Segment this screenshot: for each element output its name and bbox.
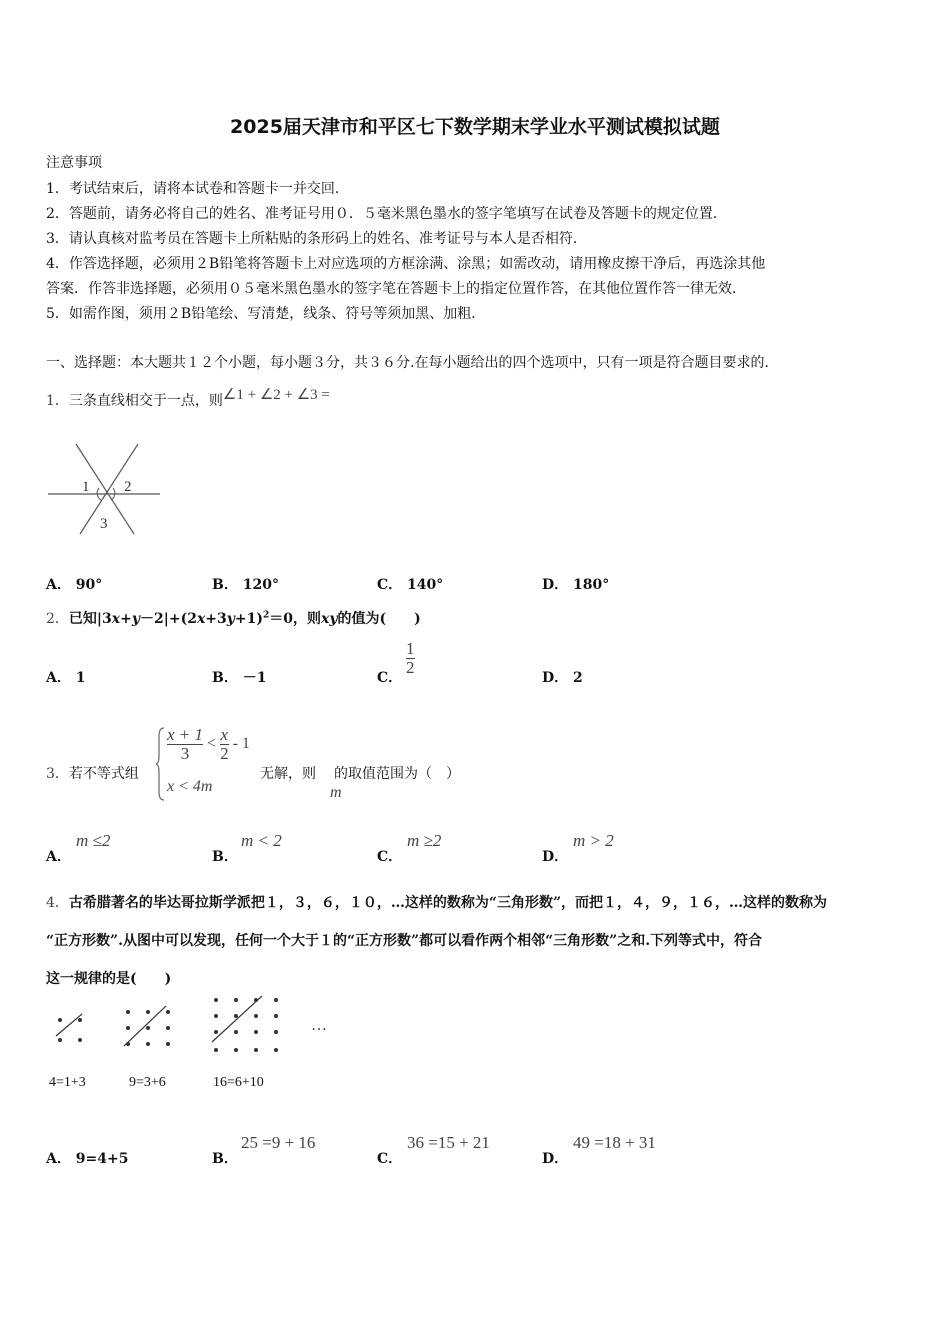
option-d-value: m > 2 — [573, 831, 614, 850]
option-c-value: 36 =15 + 21 — [407, 1133, 490, 1152]
option-d[interactable]: D． — [542, 849, 569, 865]
notice-item: 1．考试结束后，请将本试卷和答题卡一并交回． — [46, 181, 349, 197]
notice-item: 2．答题前，请务必将自己的姓名、准考证号用０．５毫米黑色墨水的签字笔填写在试卷及答题卡的规定位置． — [46, 206, 727, 222]
three-lines-figure — [46, 438, 166, 538]
question-text: 三条直线相交于一点，则 — [68, 393, 223, 409]
notice-heading: 注意事项 — [46, 155, 102, 171]
notice-item: 答案．作答非选择题，必须用０５毫米黑色墨水的签字笔在答题卡上的指定位置作答，在其他位置作答一律无效． — [46, 281, 746, 297]
angle-label-1: 1 — [82, 479, 90, 495]
option-c-value: m ≥2 — [407, 831, 442, 850]
notice-item: 3．请认真核对监考员在答题卡上所粘贴的条形码上的姓名、准考证号与本人是否相符． — [46, 231, 587, 247]
variable-m: m — [330, 784, 342, 801]
angle-expression: ∠1 + ∠2 + ∠3 = — [222, 387, 330, 403]
option-b[interactable]: B． 120° — [212, 577, 279, 593]
option-a[interactable]: A． 9=4+5 — [46, 1151, 129, 1167]
question-4-line-3: 这一规律的是( ) — [46, 971, 172, 987]
option-c[interactable]: C． 140° — [377, 577, 444, 593]
dots-4 — [58, 1018, 82, 1042]
question-2: 2．已知$|3x+y-2|+(2x+3y+1)^2=0$，则xy的值为( ) — [46, 610, 421, 627]
ellipsis: … — [311, 1017, 327, 1034]
dots-16 — [214, 998, 278, 1052]
question-number: 4． — [46, 895, 69, 911]
figure-label-9: 9=3+6 — [129, 1075, 166, 1090]
option-a[interactable]: A． — [46, 849, 71, 865]
option-b[interactable]: B． －1 — [212, 670, 267, 686]
option-c[interactable]: C． — [377, 849, 403, 865]
page-title: 2025届天津市和平区七下数学期末学业水平测试模拟试题 — [230, 116, 720, 138]
option-c[interactable]: C． — [377, 1151, 403, 1167]
notice-item: 4．作答选择题，必须用２B铅笔将答题卡上对应选项的方框涂满、涂黑；如需改动，请用橡皮擦干净后，再选涂其他 — [46, 256, 766, 272]
question-1 — [46, 387, 330, 410]
question-4-line-2: “正方形数”.从图中可以发现，任何一个大于１的“正方形数”都可以看作两个相邻“三角形数”之和.下列等式中，符合 — [46, 933, 763, 949]
question-3-suffix: 无解，则 的取值范围为（ ） — [260, 766, 460, 782]
option-a[interactable]: A． 1 — [46, 670, 86, 686]
figure-label-16: 16=6+10 — [213, 1075, 264, 1090]
question-4-line-1: 4．古希腊著名的毕达哥拉斯学派把１，３，６，１０，…这样的数称为“三角形数”，而把１，４，９，１６，…这样的数称为 — [46, 895, 828, 911]
option-a[interactable]: A． 90° — [46, 577, 103, 593]
question-number: 3． — [46, 766, 69, 782]
option-b-value: m < 2 — [241, 831, 282, 850]
question-number: 2． — [46, 611, 69, 627]
figure-label-4: 4=1+3 — [49, 1075, 86, 1090]
question-number: 1． — [46, 393, 69, 409]
question-3-prefix: 3．若不等式组 — [46, 766, 139, 782]
option-c-fraction: $\frac{1}{2}$ — [406, 639, 415, 677]
option-a-value: m ≤2 — [76, 831, 111, 850]
system-brace — [156, 726, 166, 802]
option-c[interactable]: C． — [377, 670, 403, 686]
option-d[interactable]: D． 2 — [542, 670, 583, 686]
option-b-value: 25 =9 + 16 — [241, 1133, 316, 1152]
option-d-value: 49 =18 + 31 — [573, 1133, 656, 1152]
dots-9 — [126, 1010, 170, 1046]
notice-item: 5．如需作图，须用２B铅笔绘、写清楚，线条、符号等须加黑、加粗． — [46, 306, 486, 322]
angle-label-3: 3 — [100, 516, 108, 532]
option-d[interactable]: D． 180° — [542, 577, 610, 593]
option-b[interactable]: B． — [212, 1151, 238, 1167]
inequality-2: x < 4m — [167, 778, 213, 795]
option-d[interactable]: D． — [542, 1151, 569, 1167]
square-numbers-figure — [46, 994, 346, 1064]
angle-label-2: 2 — [124, 479, 132, 495]
inequality-1: $\frac{x + 1}{3}$ < $\frac{x}{2}$ - 1 — [167, 725, 250, 763]
option-b[interactable]: B． — [212, 849, 238, 865]
section-heading: 一、选择题：本大题共１２个小题，每小题３分，共３６分.在每小题给出的四个选项中，只有一项是符合题目要求的. — [46, 355, 769, 371]
